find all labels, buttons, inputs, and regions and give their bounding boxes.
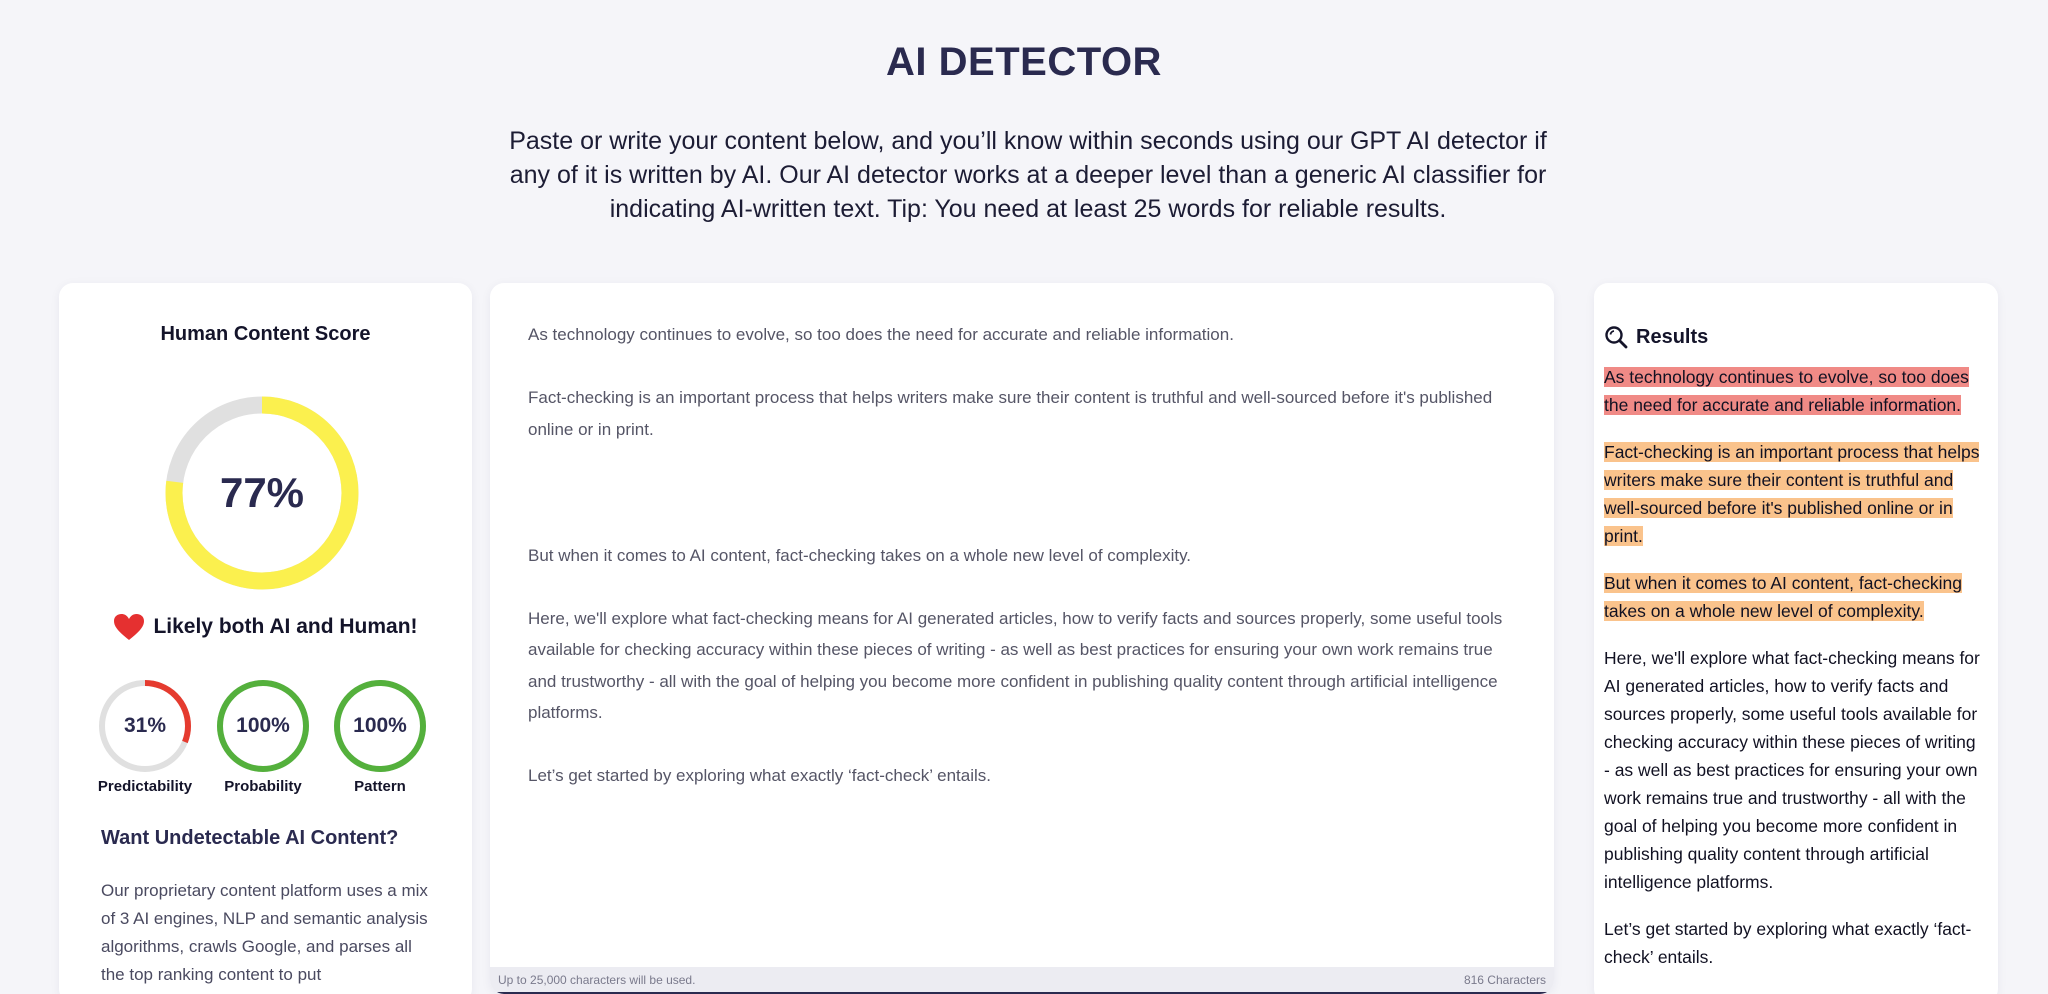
editor-paragraph: But when it comes to AI content, fact-checking takes on a whole new level of complexity. [528,545,1192,565]
verdict [59,613,472,641]
intro-text: Paste or write your content below, and you’ll know within seconds using our GPT AI detector if any of it is written by AI. Our AI detector works at a deeper level than a generic AI classifier for indicating AI-written text. Tip: You need at least 25 words for reliable results. [509,127,1547,223]
result-paragraph [1604,915,1984,971]
human-score-value: 77% [219,469,305,516]
content-editor[interactable] [490,283,1554,994]
results-body [1604,363,1984,990]
score-title: Human Content Score [160,323,371,345]
result-paragraph [1604,569,1984,625]
probability-label: Probability [224,778,302,795]
predictability-value: 31% [123,714,167,737]
highlighted-sentence: But when it comes to AI content, fact-checking takes on a whole new level of complexity. [1604,573,1962,621]
verdict-label: Likely both AI and Human! [153,615,418,638]
editor-footer [490,967,1554,994]
results-title: Results [1636,325,1709,348]
pattern-value: 100% [353,714,407,737]
highlighted-sentence: As technology continues to evolve, so too does the need for accurate and reliable information. [1604,367,1969,415]
result-paragraph [1604,363,1984,419]
magnifier-icon [1604,325,1628,349]
pattern-label: Pattern [354,778,406,795]
editor-text[interactable] [528,319,1518,823]
result-paragraph [1604,644,1984,896]
score-panel [59,283,472,994]
results-panel [1594,283,1998,994]
page-title: AI DETECTOR [886,40,1162,84]
highlighted-sentence: Fact-checking is an important process that helps writers make sure their content is truthful and well-sourced before it's published online or in print. [1604,442,1980,546]
probability-value: 100% [236,714,290,737]
result-paragraph [1604,438,1984,550]
character-limit-note: Up to 25,000 characters will be used. [498,972,696,987]
editor-paragraph: Let’s get started by exploring what exactly ‘fact-check’ entails. [528,766,992,785]
metric-predictability [97,678,193,795]
predictability-label: Predictability [97,778,193,795]
promo-title: Want Undetectable AI Content? [101,827,399,849]
plain-sentence: Let’s get started by exploring what exactly ‘fact-check’ entails. [1604,919,1972,967]
editor-paragraph: As technology continues to evolve, so too does the need for accurate and reliable information. [528,325,1234,344]
heart-icon [113,613,145,641]
character-count: 816 Characters [1463,972,1546,987]
metric-probability [215,678,311,795]
promo-text: Our proprietary content platform uses a mix of 3 AI engines, NLP and semantic analysis algorithms, crawls Google, and parses all the top ranking content to put [101,881,428,984]
metric-pattern [332,678,428,795]
editor-paragraph: Fact-checking is an important process that helps writers make sure their content is truthful and well-sourced before it's published online or in print. [528,388,1493,439]
plain-sentence: Here, we'll explore what fact-checking means for AI generated articles, how to verify facts and sources properly, some useful tools available for checking accuracy within these pieces of writing - as well as best practices for ensuring your own work remains true and trustworthy - all with the goal of helping you become more confident in publishing quality content through artificial intelligence platforms. [1604,648,1980,892]
results-header [1604,325,1708,349]
editor-paragraph: Here, we'll explore what fact-checking means for AI generated articles, how to verify facts and sources properly, some useful tools available for checking accuracy within these pieces of writing - as well as best practices for ensuring your own work remains true and trustworthy - all with the goal of helping you become more confident in publishing quality content through artificial intelligence platforms. [528,608,1503,722]
